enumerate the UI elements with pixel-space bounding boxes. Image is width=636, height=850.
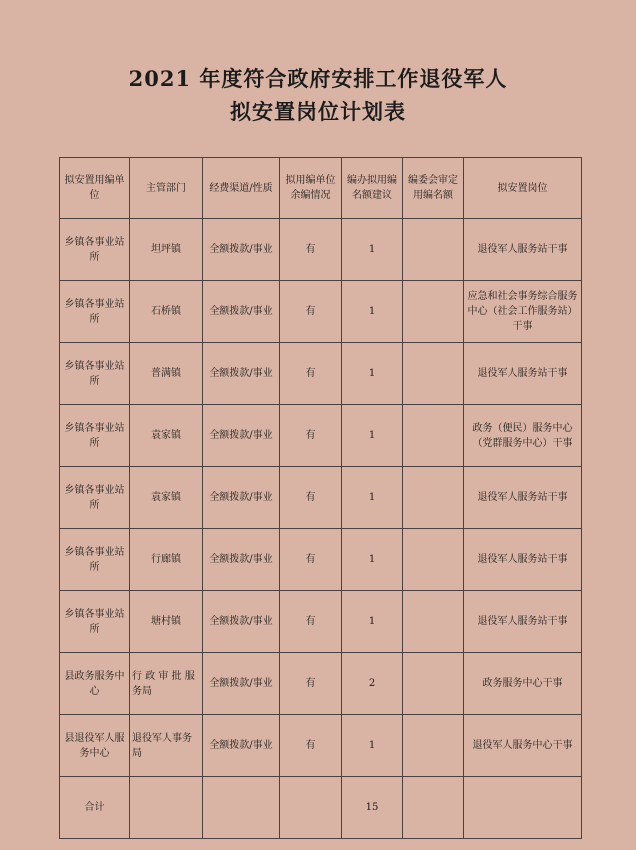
cell-quota: 1 bbox=[342, 281, 403, 343]
table-row bbox=[60, 219, 582, 281]
cell-unit: 乡镇各事业站所 bbox=[60, 281, 130, 343]
table-row bbox=[60, 405, 582, 467]
cell-post: 退役军人服务中心干事 bbox=[464, 715, 582, 777]
cell-dept: 退役军人事务局 bbox=[130, 715, 203, 777]
cell-dept: 袁家镇 bbox=[130, 467, 203, 529]
cell-post: 政务服务中心干事 bbox=[464, 653, 582, 715]
cell-approved bbox=[403, 653, 464, 715]
total-empty-post bbox=[464, 777, 582, 839]
total-empty-funding bbox=[203, 777, 280, 839]
cell-funding: 全额拨款/事业 bbox=[203, 715, 280, 777]
cell-post: 退役军人服务站干事 bbox=[464, 219, 582, 281]
col-header-dept: 主管部门 bbox=[130, 158, 203, 219]
cell-approved bbox=[403, 343, 464, 405]
cell-spare: 有 bbox=[280, 529, 342, 591]
cell-quota: 1 bbox=[342, 405, 403, 467]
total-label: 合计 bbox=[60, 777, 130, 839]
cell-funding: 全额拨款/事业 bbox=[203, 653, 280, 715]
plan-table bbox=[59, 157, 582, 839]
table-row bbox=[60, 591, 582, 653]
total-quota: 15 bbox=[342, 777, 403, 839]
cell-unit: 乡镇各事业站所 bbox=[60, 343, 130, 405]
cell-spare: 有 bbox=[280, 343, 342, 405]
cell-spare: 有 bbox=[280, 281, 342, 343]
total-empty-approved bbox=[403, 777, 464, 839]
total-row bbox=[60, 777, 582, 839]
cell-post: 政务（便民）服务中心（党群服务中心）干事 bbox=[464, 405, 582, 467]
cell-approved bbox=[403, 591, 464, 653]
cell-unit: 乡镇各事业站所 bbox=[60, 405, 130, 467]
cell-approved bbox=[403, 219, 464, 281]
cell-quota: 1 bbox=[342, 591, 403, 653]
cell-spare: 有 bbox=[280, 467, 342, 529]
cell-funding: 全额拨款/事业 bbox=[203, 343, 280, 405]
cell-quota: 1 bbox=[342, 219, 403, 281]
cell-unit: 乡镇各事业站所 bbox=[60, 467, 130, 529]
col-header-spare: 拟用编单位余编情况 bbox=[280, 158, 342, 219]
cell-unit: 县退役军人服务中心 bbox=[60, 715, 130, 777]
page-title bbox=[0, 62, 636, 128]
table-row bbox=[60, 281, 582, 343]
cell-funding: 全额拨款/事业 bbox=[203, 591, 280, 653]
cell-approved bbox=[403, 529, 464, 591]
cell-unit: 乡镇各事业站所 bbox=[60, 529, 130, 591]
table-row bbox=[60, 715, 582, 777]
total-empty-spare bbox=[280, 777, 342, 839]
cell-quota: 1 bbox=[342, 715, 403, 777]
cell-dept: 石桥镇 bbox=[130, 281, 203, 343]
cell-spare: 有 bbox=[280, 715, 342, 777]
col-header-quota: 编办拟用编名额建议 bbox=[342, 158, 403, 219]
cell-spare: 有 bbox=[280, 653, 342, 715]
cell-funding: 全额拨款/事业 bbox=[203, 467, 280, 529]
col-header-funding: 经费渠道/性质 bbox=[203, 158, 280, 219]
cell-dept: 行廊镇 bbox=[130, 529, 203, 591]
cell-quota: 1 bbox=[342, 529, 403, 591]
title-line-2: 拟安置岗位计划表 bbox=[230, 99, 406, 124]
cell-funding: 全额拨款/事业 bbox=[203, 219, 280, 281]
table-row bbox=[60, 467, 582, 529]
cell-unit: 乡镇各事业站所 bbox=[60, 591, 130, 653]
cell-quota: 1 bbox=[342, 467, 403, 529]
table-row bbox=[60, 529, 582, 591]
cell-post: 退役军人服务站干事 bbox=[464, 529, 582, 591]
cell-dept: 塘村镇 bbox=[130, 591, 203, 653]
cell-approved bbox=[403, 281, 464, 343]
cell-unit: 县政务服务中心 bbox=[60, 653, 130, 715]
col-header-approved: 编委会审定用编名额 bbox=[403, 158, 464, 219]
cell-approved bbox=[403, 715, 464, 777]
col-header-post: 拟安置岗位 bbox=[464, 158, 582, 219]
cell-quota: 1 bbox=[342, 343, 403, 405]
cell-spare: 有 bbox=[280, 591, 342, 653]
cell-approved bbox=[403, 405, 464, 467]
cell-approved bbox=[403, 467, 464, 529]
table-row bbox=[60, 343, 582, 405]
cell-dept: 袁家镇 bbox=[130, 405, 203, 467]
cell-dept: 坦坪镇 bbox=[130, 219, 203, 281]
cell-post: 应急和社会事务综合服务中心（社会工作服务站）干事 bbox=[464, 281, 582, 343]
cell-funding: 全额拨款/事业 bbox=[203, 405, 280, 467]
cell-post: 退役军人服务站干事 bbox=[464, 343, 582, 405]
cell-unit: 乡镇各事业站所 bbox=[60, 219, 130, 281]
cell-post: 退役军人服务站干事 bbox=[464, 467, 582, 529]
cell-spare: 有 bbox=[280, 405, 342, 467]
cell-funding: 全额拨款/事业 bbox=[203, 529, 280, 591]
title-line-1: 2021 年度符合政府安排工作退役军人 bbox=[128, 66, 508, 91]
cell-post: 退役军人服务站干事 bbox=[464, 591, 582, 653]
total-empty-dept bbox=[130, 777, 203, 839]
table-row bbox=[60, 653, 582, 715]
header-row bbox=[60, 158, 582, 219]
cell-spare: 有 bbox=[280, 219, 342, 281]
cell-funding: 全额拨款/事业 bbox=[203, 281, 280, 343]
cell-quota: 2 bbox=[342, 653, 403, 715]
cell-dept: 行 政 审 批 服 务局 bbox=[130, 653, 203, 715]
cell-dept: 普满镇 bbox=[130, 343, 203, 405]
col-header-unit: 拟安置用编单位 bbox=[60, 158, 130, 219]
